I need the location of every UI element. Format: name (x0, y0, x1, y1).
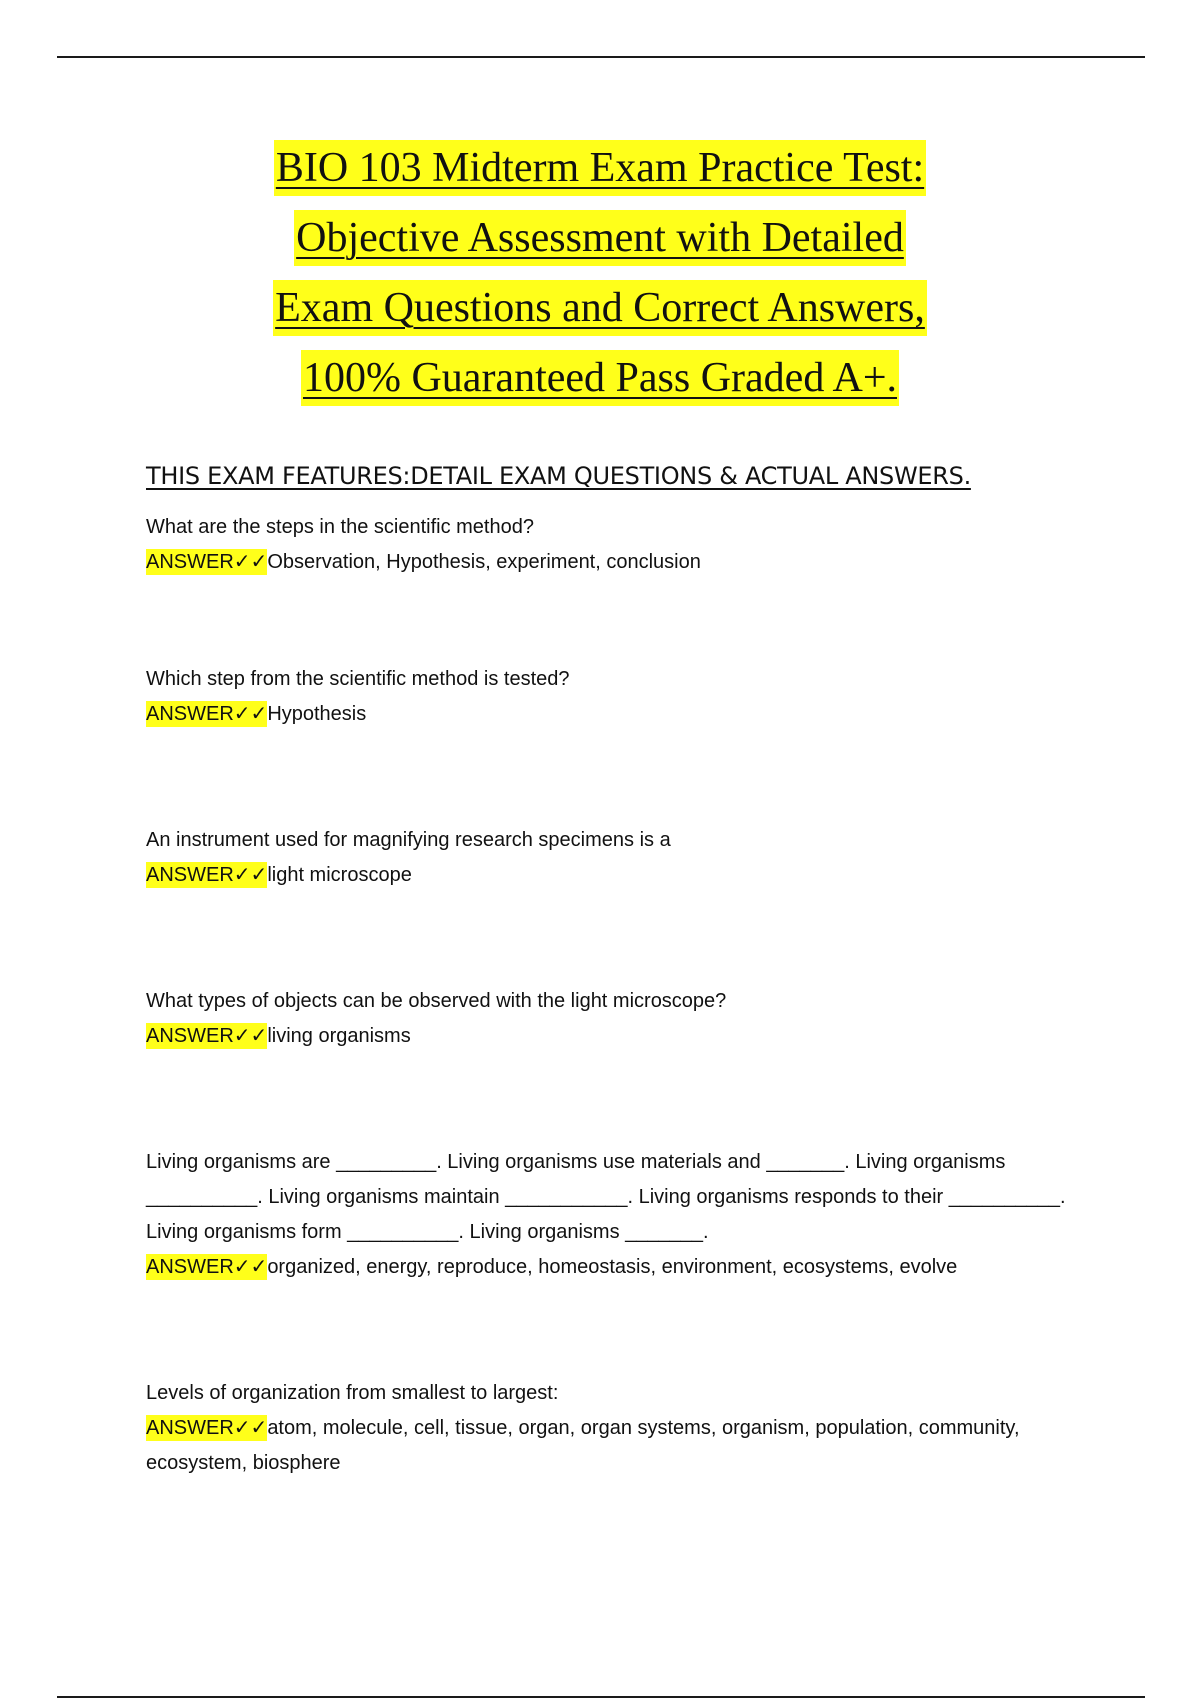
answer-text: Hypothesis (267, 703, 367, 725)
title-line: BIO 103 Midterm Exam Practice Test: (274, 140, 926, 196)
title-line: 100% Guaranteed Pass Graded A+. (301, 350, 899, 406)
answer-line (146, 697, 1086, 732)
question-text: Living organisms are _________. Living organisms use materials and _______. Living organisms __________. Living organisms maintain ___________. Living organisms responds to their __________. Living organisms form __________. Living organisms _______. (146, 1151, 1066, 1243)
answer-text: Observation, Hypothesis, experiment, conclusion (267, 551, 701, 573)
question-text: An instrument used for magnifying research specimens is a (146, 829, 671, 851)
answer-line (146, 545, 1086, 580)
exam-content (146, 462, 1086, 1572)
title-line: Exam Questions and Correct Answers, (273, 280, 927, 336)
qa-item (146, 662, 1086, 732)
qa-item (146, 510, 1086, 580)
qa-item (146, 1376, 1086, 1481)
answer-line (146, 1019, 1086, 1054)
features-heading: THIS EXAM FEATURES:DETAIL EXAM QUESTIONS & ACTUAL ANSWERS. (146, 462, 971, 490)
answer-tag: ANSWER✓✓ (146, 1256, 268, 1278)
answer-tag: ANSWER✓✓ (146, 1417, 268, 1439)
answer-tag: ANSWER✓✓ (146, 551, 268, 573)
answer-tag: ANSWER✓✓ (146, 864, 268, 886)
title-line: Objective Assessment with Detailed (294, 210, 906, 266)
answer-line (146, 1411, 1086, 1481)
answer-text: living organisms (267, 1025, 411, 1047)
answer-text: organized, energy, reproduce, homeostasis, environment, ecosystems, evolve (267, 1256, 958, 1278)
answer-line (146, 858, 1086, 893)
question-text: Which step from the scientific method is tested? (146, 668, 570, 690)
answer-line (146, 1250, 1086, 1285)
answer-tag: ANSWER✓✓ (146, 703, 268, 725)
answer-tag: ANSWER✓✓ (146, 1025, 268, 1047)
question-text: What types of objects can be observed with the light microscope? (146, 990, 727, 1012)
bottom-divider (57, 1696, 1145, 1698)
top-divider (57, 56, 1145, 58)
document-title (150, 140, 1050, 420)
qa-item (146, 1145, 1086, 1285)
qa-item (146, 984, 1086, 1054)
answer-text: light microscope (267, 864, 412, 886)
question-text: Levels of organization from smallest to largest: (146, 1382, 559, 1404)
question-text: What are the steps in the scientific method? (146, 516, 534, 538)
answer-text: atom, molecule, cell, tissue, organ, organ systems, organism, population, community, ecosystem, biosphere (146, 1417, 1020, 1474)
qa-item (146, 823, 1086, 893)
